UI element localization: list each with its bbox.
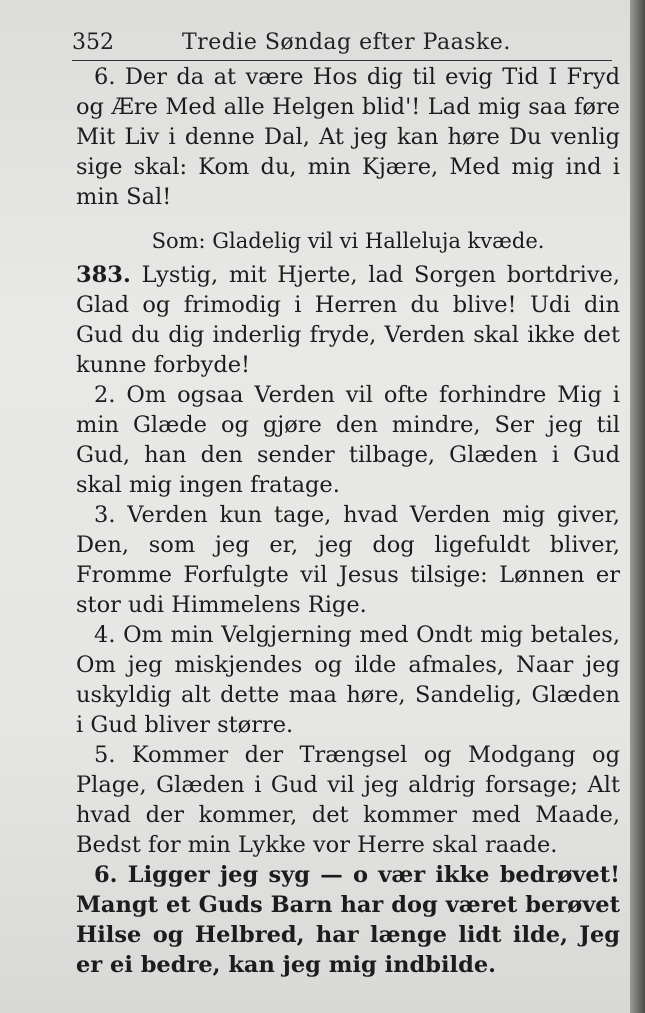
hymn-verse-4: 4. Om min Velgjerning med Ondt mig betales, Om jeg miskjendes og ilde afmales, Naar jeg uskyldig alt dette maa høre, Sandelig, Glæden i Gud bliver større. bbox=[76, 622, 620, 738]
hymn-verse-2: 2. Om ogsaa Verden vil ofte forhindre Mig i min Glæde og gjøre den mindre, Ser jeg til Gud, han den sender tilbage, Glæden i Gud skal mig ingen fratage. bbox=[76, 382, 620, 498]
page-body bbox=[76, 62, 620, 980]
page-number: 352 bbox=[72, 30, 114, 55]
running-title: Tredie Søndag efter Paaske. bbox=[182, 30, 511, 55]
hymn-first-verse bbox=[76, 260, 620, 380]
hymn-verse-5: 5. Kommer der Trængsel og Modgang og Plage, Glæden i Gud vil jeg aldrig forsage; Alt hvad der kommer, det kommer med Maade, Bedst for min Lykke vor Herre skal raade. bbox=[76, 742, 620, 858]
hymn-verse-6: 6. Ligger jeg syg — o vær ikke bedrøvet! Mangt et Guds Barn har dog været berøvet Hilse og Helbred, har længe lidt ilde, Jeg er ei bedre, kan jeg mig indbilde. bbox=[76, 862, 620, 978]
page-header bbox=[72, 26, 612, 61]
melody-line: Som: Gladelig vil vi Halleluja kvæde. bbox=[151, 229, 545, 253]
continued-verse: 6. Der da at være Hos dig til evig Tid I Fryd og Ære Med alle Helgen blid'! Lad mig saa føre Mit Liv i denne Dal, At jeg kan høre Du venlig sige skal: Kom du, min Kjære, Med mig ind i min Sal! bbox=[76, 64, 620, 210]
hymn-first-verse-text: Lystig, mit Hjerte, lad Sorgen bortdrive, Glad og frimodig i Herren du blive! Udi din Gud du dig inderlig fryde, Verden skal ikke det kunne forbyde! bbox=[76, 262, 621, 378]
hymn-number: 383. bbox=[76, 262, 131, 288]
hymn-verse-3: 3. Verden kun tage, hvad Verden mig giver, Den, som jeg er, jeg dog ligefuldt bliver, Fromme Forfulgte vil Jesus tilsige: Lønnen er stor udi Himmelens Rige. bbox=[76, 502, 620, 618]
page-edge-shadow bbox=[630, 0, 645, 1013]
